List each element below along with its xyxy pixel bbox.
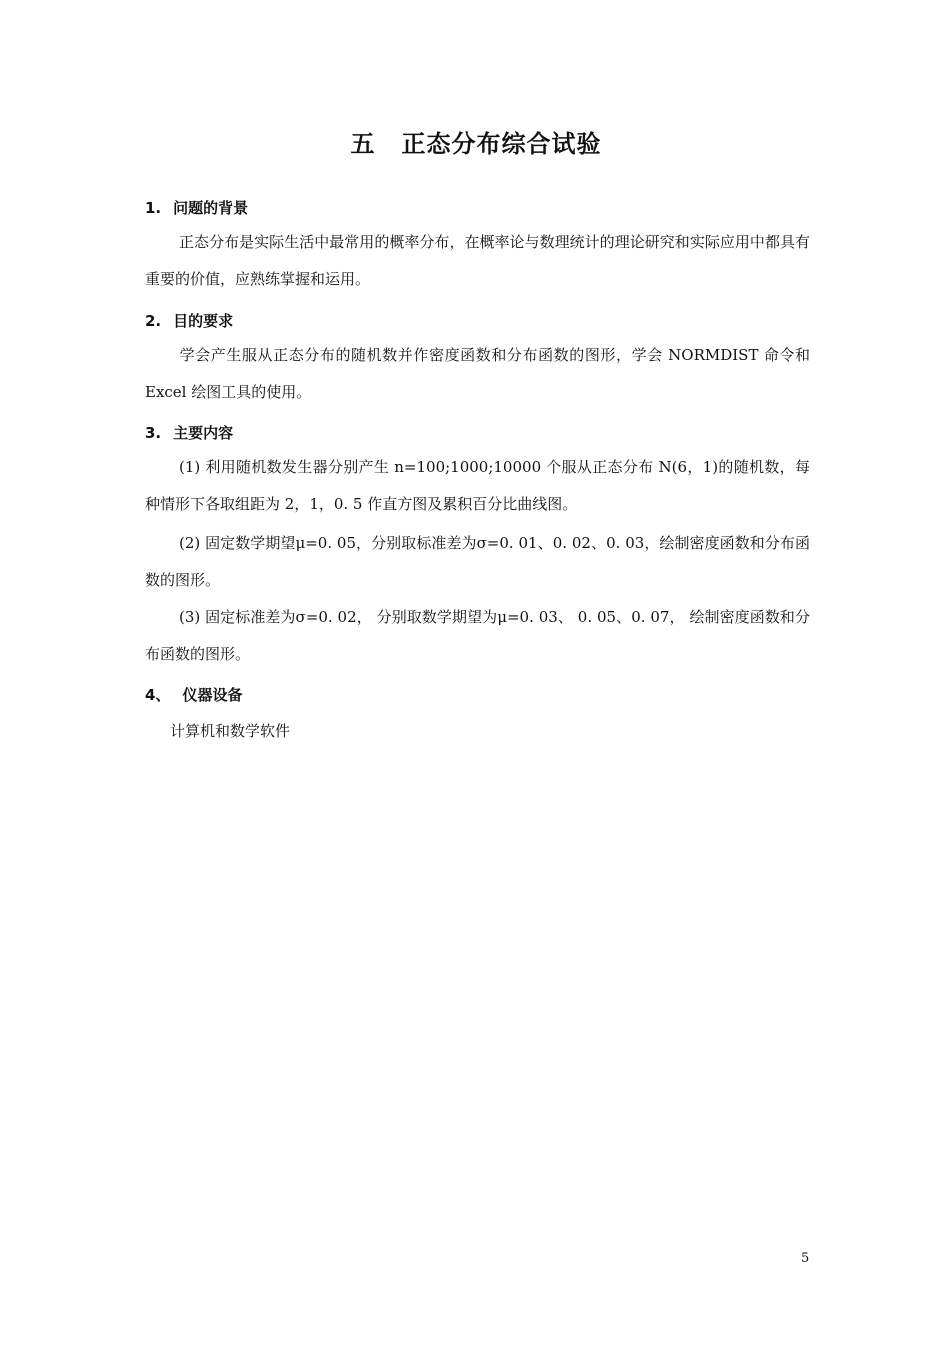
page-number: 5 — [801, 1251, 810, 1266]
paragraph-content-item-2 — [145, 525, 810, 599]
section-heading-content — [145, 422, 233, 443]
section-number: 1. — [145, 199, 162, 217]
paragraph-content-item-3 — [145, 599, 810, 673]
section-heading-equipment — [145, 684, 242, 705]
section-number: 3. — [145, 424, 162, 442]
paragraph-background — [145, 224, 810, 298]
page-title — [0, 124, 952, 159]
title-number: 五 — [350, 130, 376, 158]
title-text: 正态分布综合试验 — [401, 130, 602, 158]
paragraph-content-item-1 — [145, 449, 810, 523]
paragraph-text: (1) 利用随机数发生器分别产生 n=100;1000;10000 个服从正态分布 N(6，1)的随机数，每种情形下各取组距为 2，1，0. 5 作直方图及累积百分比曲线图。 — [145, 458, 810, 513]
paragraph-text: (2) 固定数学期望μ=0. 05，分别取标准差为σ=0. 01、0. 02、0. 03，绘制密度函数和分布函数的图形。 — [145, 534, 810, 589]
section-heading-objectives — [145, 310, 233, 331]
paragraph-text: 学会产生服从正态分布的随机数并作密度函数和分布函数的图形，学会 NORMDIST 命令和 Excel 绘图工具的使用。 — [145, 346, 810, 401]
section-title: 问题的背景 — [173, 199, 249, 217]
paragraph-objectives — [145, 337, 810, 411]
section-title: 目的要求 — [173, 312, 234, 330]
section-heading-background — [145, 197, 248, 218]
paragraph-text: (3) 固定标准差为σ=0. 02， 分别取数学期望为μ=0. 03、 0. 05、0. 07， 绘制密度函数和分布函数的图形。 — [145, 608, 810, 663]
section-title: 主要内容 — [173, 424, 234, 442]
section-title: 仪器设备 — [182, 686, 243, 704]
section-number: 4、 — [145, 686, 171, 704]
paragraph-equipment: 计算机和数学软件 — [170, 722, 291, 740]
paragraph-text: 正态分布是实际生活中最常用的概率分布，在概率论与数理统计的理论研究和实际应用中都具有重要的价值，应熟练掌握和运用。 — [145, 233, 810, 288]
section-number: 2. — [145, 312, 162, 330]
